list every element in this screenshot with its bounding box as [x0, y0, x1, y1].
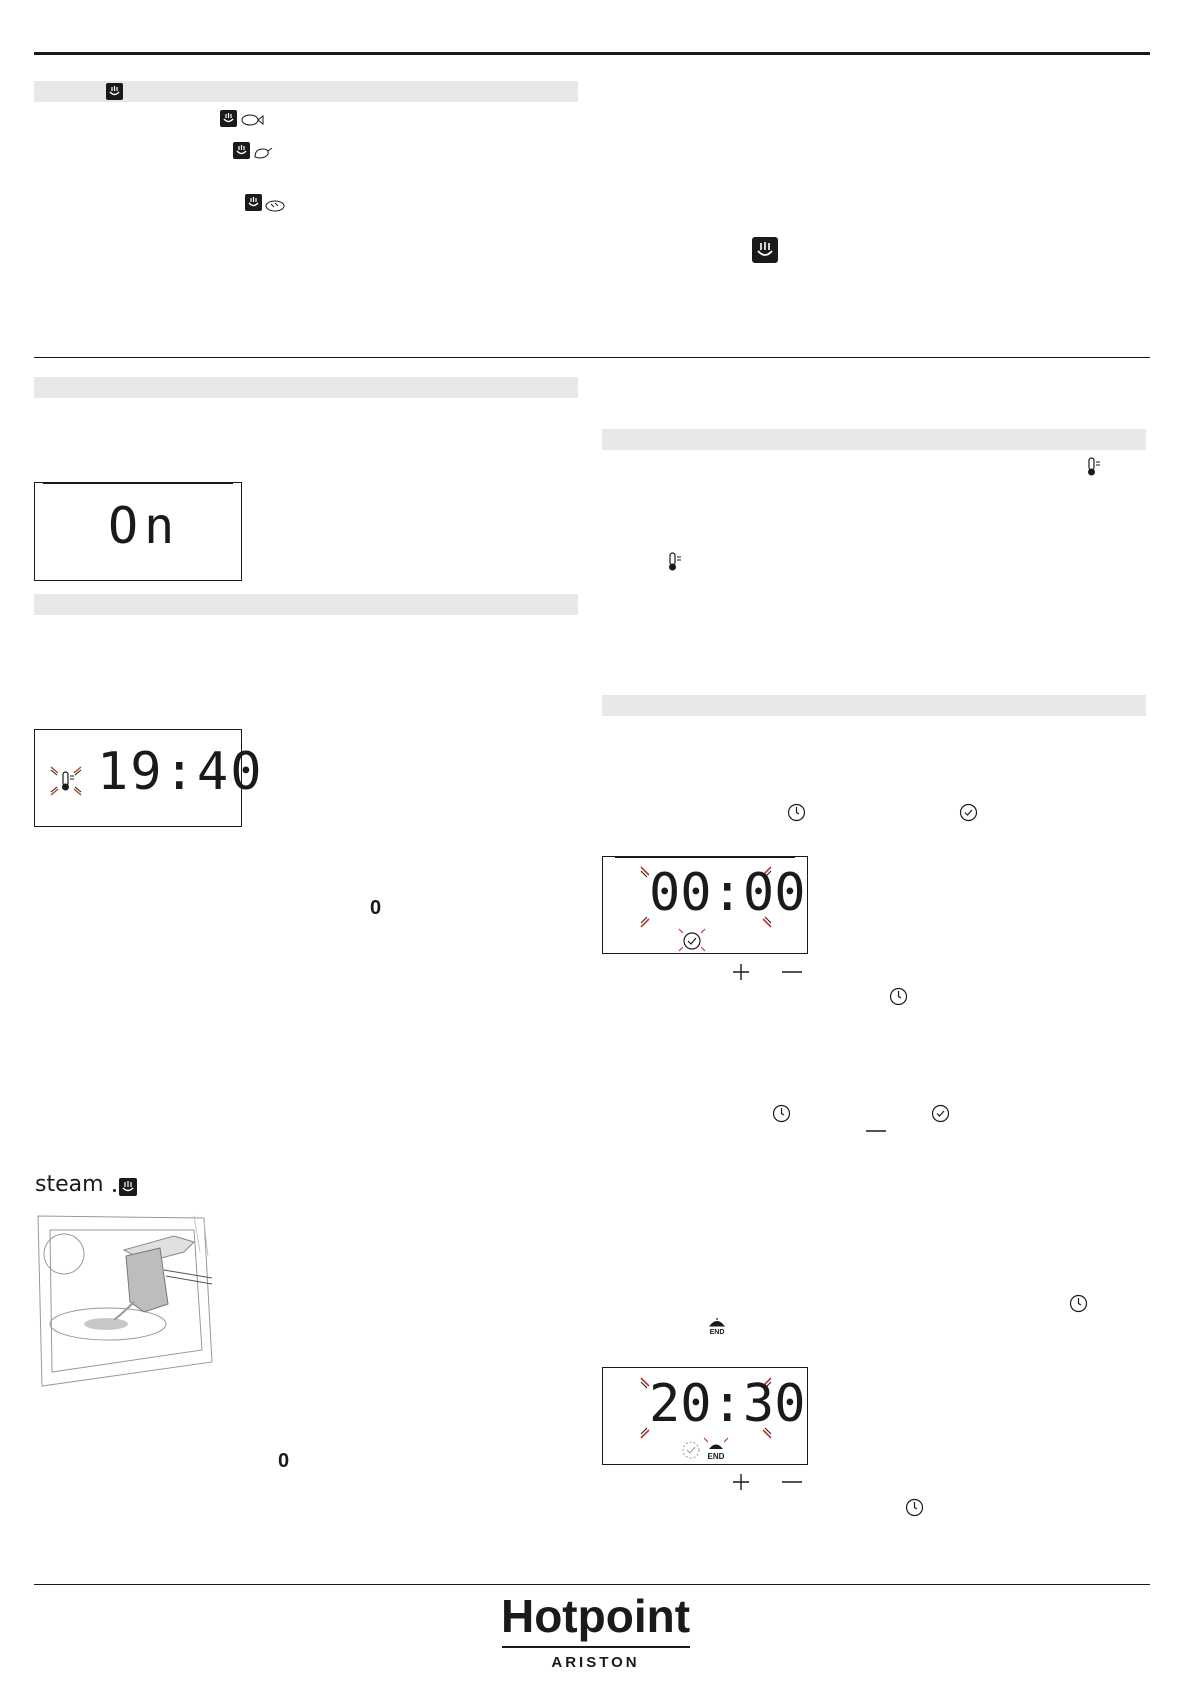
- steam-icon: [245, 194, 262, 211]
- lcd-end-time-text: 20:30: [649, 1374, 806, 1434]
- zero-label: 0: [278, 1450, 290, 1472]
- thermometer-section-header: [602, 429, 1146, 450]
- minus-icon: [780, 1472, 804, 1492]
- top-rule: [34, 52, 1150, 55]
- minus-icon: [780, 962, 804, 982]
- steam-logo-dot: [113, 1189, 116, 1192]
- plus-icon: [731, 1472, 751, 1492]
- steam-icon: [233, 142, 250, 159]
- clock-icon: [787, 803, 806, 822]
- bread-icon: [265, 199, 285, 212]
- end-blink-label: END: [707, 1452, 725, 1461]
- lcd-on-text: On: [108, 497, 181, 555]
- timer-faded-icon: [681, 1440, 701, 1460]
- brand-logo: [0, 1592, 1191, 1671]
- end-icon: [707, 1317, 727, 1335]
- thermometer-blinking-icon: [49, 764, 83, 798]
- steam-logo-text: steam: [35, 1172, 104, 1197]
- clock-icon: [1069, 1294, 1088, 1313]
- lcd-duration-text: 00:00: [649, 863, 806, 923]
- thermometer-icon: [1086, 457, 1102, 477]
- timer-icon: [931, 1104, 950, 1123]
- zero-label: 0: [370, 897, 382, 919]
- minus-icon: [864, 1124, 888, 1138]
- first-use-header: [34, 377, 578, 398]
- steam-icon: [119, 1178, 137, 1196]
- timer-icon: [959, 803, 978, 822]
- oven-water-pour-illustration: [34, 1212, 216, 1390]
- clock-icon: [889, 987, 908, 1006]
- footer-rule: [34, 1584, 1150, 1585]
- brand-sub: ARISTON: [551, 1654, 640, 1671]
- steam-icon: [106, 83, 123, 100]
- steam-icon: [220, 110, 237, 127]
- chicken-icon: [253, 145, 273, 160]
- clock-section-header: [34, 594, 578, 615]
- lcd-duration-display: [602, 856, 808, 954]
- brand-name: Hotpoint: [500, 1590, 691, 1642]
- thermometer-icon: [667, 552, 683, 572]
- end-blinking-icon: [703, 1436, 729, 1462]
- brand-divider: [502, 1646, 690, 1648]
- lcd-clock-display: [34, 729, 264, 827]
- lcd-end-time-display: [602, 1367, 808, 1465]
- end-icon-label: END: [709, 1329, 725, 1335]
- clock-icon: [905, 1498, 924, 1517]
- section-divider: [34, 357, 1150, 358]
- steam-button-icon: [752, 237, 778, 263]
- timer-section-header: [602, 695, 1146, 716]
- lcd-on-display: [34, 482, 242, 581]
- timer-blinking-icon: [677, 927, 707, 953]
- fish-icon: [240, 113, 264, 127]
- clock-icon: [772, 1104, 791, 1123]
- lcd-clock-text: 19:40: [97, 742, 264, 802]
- plus-icon: [731, 962, 751, 982]
